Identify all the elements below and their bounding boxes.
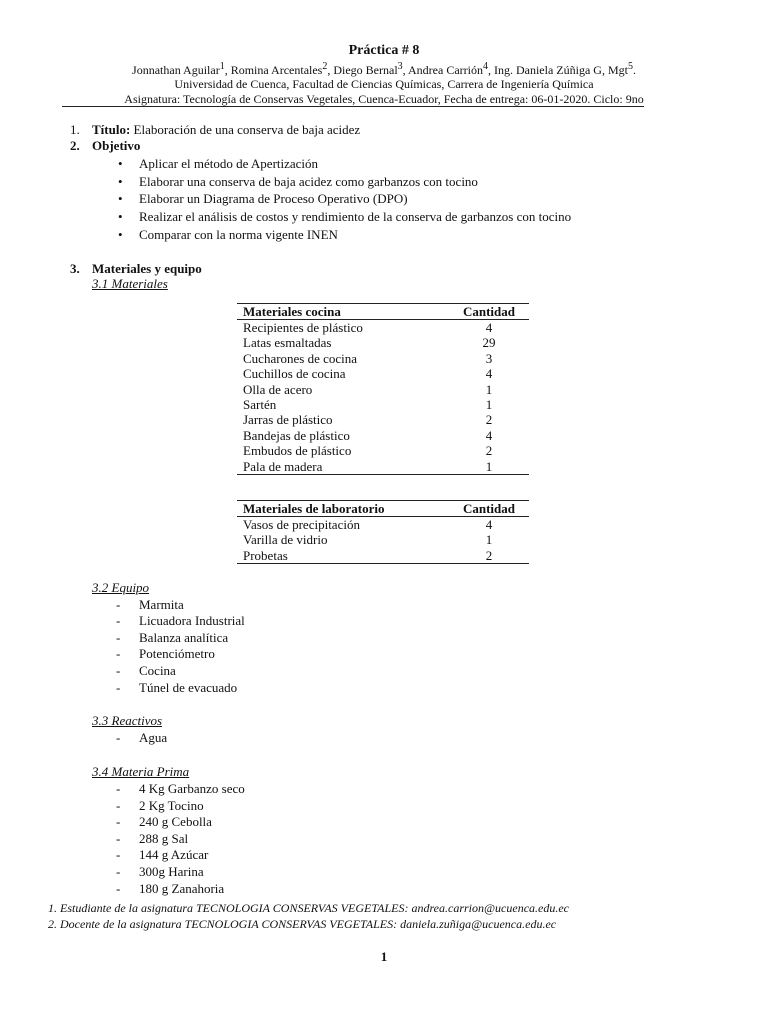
- list-item: Aplicar el método de Apertización: [139, 156, 319, 171]
- dash-icon: -: [116, 630, 121, 645]
- section-materials-heading: 3. Materiales y equipo: [70, 261, 202, 276]
- dash-icon: -: [116, 680, 121, 695]
- list-item: 180 g Zanahoria: [139, 881, 225, 896]
- list-item: Realizar el análisis de costos y rendimiento de la conserva de garbanzos con tocino: [139, 209, 572, 224]
- dash-icon: -: [116, 781, 121, 796]
- author: Jonnathan Aguilar$^1$,: [132, 61, 231, 77]
- header-divider: [62, 106, 644, 107]
- table-row: Cucharones de cocina 3: [243, 350, 493, 366]
- author-list: [0, 61, 768, 78]
- list-item: Potenciómetro: [139, 646, 215, 661]
- subsection-reactivos: 3.3 Reactivos: [92, 713, 163, 728]
- kitchen-materials-table: [237, 303, 529, 475]
- list-item: Licuadora Industrial: [139, 613, 245, 628]
- author: Ing. Daniela Zúñiga G, Mgt$^5$.: [493, 61, 636, 77]
- affiliation: Universidad de Cuenca, Facultad de Ciencias Químicas, Carrera de Ingeniería Química: [174, 77, 594, 91]
- author: Diego Bernal$^3$,: [333, 61, 408, 77]
- column-header: Cantidad: [443, 304, 529, 320]
- subsection-materia-prima: 3.4 Materia Prima: [92, 764, 190, 779]
- author: Andrea Carrión$^4$,: [408, 61, 494, 77]
- list-item: 300g Harina: [139, 864, 204, 879]
- list-item: Marmita: [139, 597, 184, 612]
- list-item: 144 g Azúcar: [139, 847, 209, 862]
- section-objective-heading: 2. Objetivo: [70, 138, 141, 153]
- column-header: Materiales de laboratorio: [237, 501, 443, 517]
- bullet-icon: •: [118, 174, 123, 189]
- column-header: Materiales cocina: [237, 304, 443, 320]
- column-header: Cantidad: [443, 501, 529, 517]
- page-title: Práctica # 8: [348, 43, 420, 58]
- dash-icon: -: [116, 798, 121, 813]
- list-item: 4 Kg Garbanzo seco: [139, 781, 245, 796]
- list-item: Cocina: [139, 663, 176, 678]
- table-row: Embudos de plástico 2: [243, 443, 493, 459]
- list-item: 288 g Sal: [139, 831, 189, 846]
- table-row: Varilla de vidrio 1: [243, 532, 493, 548]
- table-row: Recipientes de plástico 4: [243, 320, 493, 335]
- list-item: Elaborar un Diagrama de Proceso Operativo (DPO): [139, 191, 408, 206]
- table-row: Sartén 1: [243, 397, 493, 413]
- table-header-row: [237, 501, 529, 517]
- list-item: Balanza analítica: [139, 630, 229, 645]
- course-info: Asignatura: Tecnología de Conservas Vegetales, Cuenca-Ecuador, Fecha de entrega: 06-01-2020. Ciclo: 9no: [124, 92, 644, 106]
- bullet-icon: •: [118, 191, 123, 206]
- dash-icon: -: [116, 864, 121, 879]
- bullet-icon: •: [118, 156, 123, 171]
- table-row: Latas esmaltadas 29: [243, 335, 496, 351]
- dash-icon: -: [116, 881, 121, 896]
- footnote: 1. Estudiante de la asignatura TECNOLOGIA CONSERVAS VEGETALES: andrea.carrion@ucuenca.edu.ec: [48, 901, 569, 915]
- table-row: Vasos de precipitación 4: [243, 517, 493, 532]
- dash-icon: -: [116, 613, 121, 628]
- subsection-equipo: 3.2 Equipo: [92, 580, 150, 595]
- list-item: 240 g Cebolla: [139, 814, 212, 829]
- table-header-row: [237, 304, 529, 320]
- list-item: Túnel de evacuado: [139, 680, 238, 695]
- bullet-icon: •: [118, 227, 123, 242]
- dash-icon: -: [116, 847, 121, 862]
- subsection-materiales: 3.1 Materiales: [92, 276, 168, 291]
- table-row: Bandejas de plástico 4: [243, 427, 493, 443]
- dash-icon: -: [116, 663, 121, 678]
- dash-icon: -: [116, 814, 121, 829]
- table-row: Jarras de plástico 2: [243, 412, 493, 428]
- bullet-icon: •: [118, 209, 123, 224]
- page-number: 1: [380, 949, 388, 964]
- table-row: Probetas 2: [237, 548, 529, 564]
- list-item: Comparar con la norma vigente INEN: [139, 227, 338, 242]
- list-item: Agua: [139, 730, 168, 745]
- dash-icon: -: [116, 646, 121, 661]
- section-title: 1. Título: Elaboración de una conserva de baja acidez: [70, 122, 361, 137]
- table-row: Olla de acero 1: [243, 381, 493, 397]
- dash-icon: -: [116, 597, 121, 612]
- footnote: 2. Docente de la asignatura TECNOLOGIA CONSERVAS VEGETALES: daniela.zuñiga@ucuenca.edu.ec: [48, 917, 557, 931]
- lab-materials-table: [237, 500, 529, 564]
- author: Romina Arcentales$^2$,: [230, 61, 334, 77]
- list-item: Elaborar una conserva de baja acidez como garbanzos con tocino: [139, 174, 478, 189]
- table-row: Cuchillos de cocina 4: [243, 366, 493, 382]
- list-item: 2 Kg Tocino: [139, 798, 204, 813]
- dash-icon: -: [116, 730, 121, 745]
- dash-icon: -: [116, 831, 121, 846]
- table-row: Pala de madera 1: [237, 459, 529, 475]
